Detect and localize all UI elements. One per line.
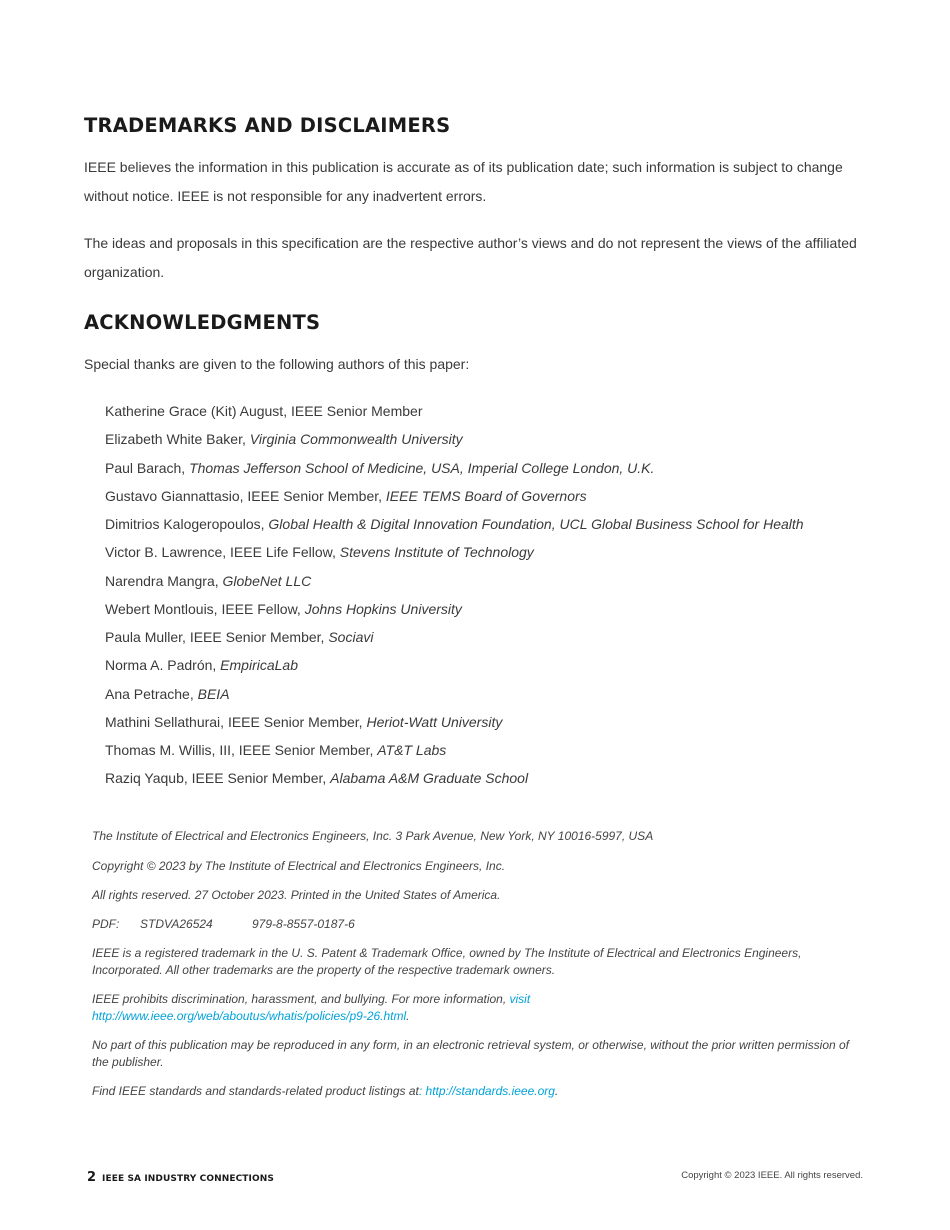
author-item [105, 538, 804, 566]
author-item [105, 510, 804, 538]
author-name: Ana Petrache, [105, 685, 198, 702]
author-item [105, 764, 804, 792]
author-affiliation: Thomas Jefferson School of Medicine, USA, Imperial College London, U.K. [189, 459, 655, 476]
author-item [105, 454, 804, 482]
policy-notice [92, 991, 852, 1025]
author-name: Thomas M. Willis, III, IEEE Senior Member, [105, 742, 378, 758]
author-affiliation: Global Health & Digital Innovation Foundation, UCL Global Business School for Health [268, 516, 804, 532]
author-affiliation: GlobeNet LLC [222, 572, 312, 589]
author-affiliation: Stevens Institute of Technology [339, 544, 534, 561]
author-name: Narendra Mangra, [105, 572, 223, 589]
author-affiliation: Virginia Commonwealth University [249, 431, 463, 448]
publisher-address: The Institute of Electrical and Electronics Engineers, Inc. 3 Park Avenue, New York, NY 10016-5997, USA [92, 829, 654, 843]
author-affiliation: Alabama A&M Graduate School [330, 770, 529, 787]
author-affiliation: Johns Hopkins University [304, 600, 462, 617]
author-affiliation: Sociavi [328, 629, 374, 645]
author-name: Paula Muller, IEEE Senior Member, [105, 629, 329, 645]
footer-left [87, 1166, 274, 1185]
author-name: Norma A. Padrón, [105, 657, 221, 674]
author-name: Paul Barach, [105, 459, 190, 476]
pdf-label: PDF: [92, 917, 120, 931]
standards-link[interactable]: http://standards.ieee.org [425, 1084, 555, 1098]
author-name: Raziq Yaqub, IEEE Senior Member, [105, 770, 331, 787]
trademarks-paragraph-2: The ideas and proposals in this specification are the respective author’s views and do not represent the views of the affiliated organization. [84, 235, 857, 280]
author-item [105, 567, 804, 595]
series-title: IEEE SA INDUSTRY CONNECTIONS [102, 1174, 274, 1184]
pdf-info [92, 916, 355, 933]
find-end: . [554, 1084, 559, 1098]
author-affiliation: BEIA [197, 685, 230, 702]
author-item [105, 425, 804, 453]
author-item [105, 680, 804, 708]
author-affiliation: EmpiricaLab [220, 657, 298, 674]
author-affiliation: IEEE TEMS Board of Governors [385, 487, 587, 504]
policy-url-link[interactable]: http://www.ieee.org/web/aboutus/whatis/policies/p9-26.html [92, 1009, 407, 1023]
trademarks-heading: TRADEMARKS AND DISCLAIMERS [84, 114, 451, 137]
author-item [105, 397, 804, 425]
author-name: Gustavo Giannattasio, IEEE Senior Member, [105, 487, 386, 504]
author-item [105, 482, 804, 510]
find-colon: : [418, 1084, 426, 1098]
acknowledgments-heading: ACKNOWLEDGMENTS [84, 311, 321, 334]
footer-copyright: Copyright © 2023 IEEE. All rights reserved. [681, 1170, 863, 1181]
author-item [105, 736, 804, 764]
author-item [105, 651, 804, 679]
trademark-notice: IEEE is a registered trademark in the U. S. Patent & Trademark Office, owned by The Institute of Electrical and Electronics Engineers, Incorporated. All other trademarks are the property of the respective trademark owners. [92, 946, 802, 977]
find-text: Find IEEE standards and standards-related product listings at [92, 1084, 419, 1098]
author-name: Elizabeth White Baker, [105, 431, 250, 448]
author-name: Mathini Sellathurai, IEEE Senior Member, [105, 713, 367, 730]
reproduction-notice: No part of this publication may be reproduced in any form, in an electronic retrieval system, or otherwise, without the prior written permission of the publisher. [92, 1038, 850, 1069]
rights-notice: All rights reserved. 27 October 2023. Printed in the United States of America. [92, 888, 501, 902]
page-number: 2 [87, 1170, 97, 1185]
author-affiliation: AT&T Labs [377, 742, 447, 758]
author-item [105, 595, 804, 623]
policy-visit-link[interactable]: visit [509, 992, 531, 1006]
pdf-isbn: 979-8-8557-0187-6 [252, 917, 355, 931]
policy-end: . [406, 1009, 410, 1023]
author-name: Dimitrios Kalogeropoulos, [105, 516, 269, 532]
author-name: Katherine Grace (Kit) August, IEEE Senior Member [105, 403, 423, 419]
acknowledgments-intro: Special thanks are given to the following authors of this paper: [84, 356, 470, 372]
author-item [105, 708, 804, 736]
author-item [105, 623, 804, 651]
standards-listing-notice [92, 1083, 558, 1100]
author-list [105, 397, 804, 793]
author-affiliation: Heriot-Watt University [366, 713, 503, 730]
copyright-notice: Copyright © 2023 by The Institute of Electrical and Electronics Engineers, Inc. [92, 859, 506, 873]
pdf-stock-number: STDVA26524 [140, 917, 213, 931]
policy-text: IEEE prohibits discrimination, harassment, and bullying. For more information, [92, 992, 510, 1006]
author-name: Victor B. Lawrence, IEEE Life Fellow, [105, 544, 340, 561]
author-name: Webert Montlouis, IEEE Fellow, [105, 600, 305, 617]
trademarks-paragraph-1: IEEE believes the information in this publication is accurate as of its publication date; such information is subject to change without notice. IEEE is not responsible for any inadvertent errors. [84, 159, 843, 204]
